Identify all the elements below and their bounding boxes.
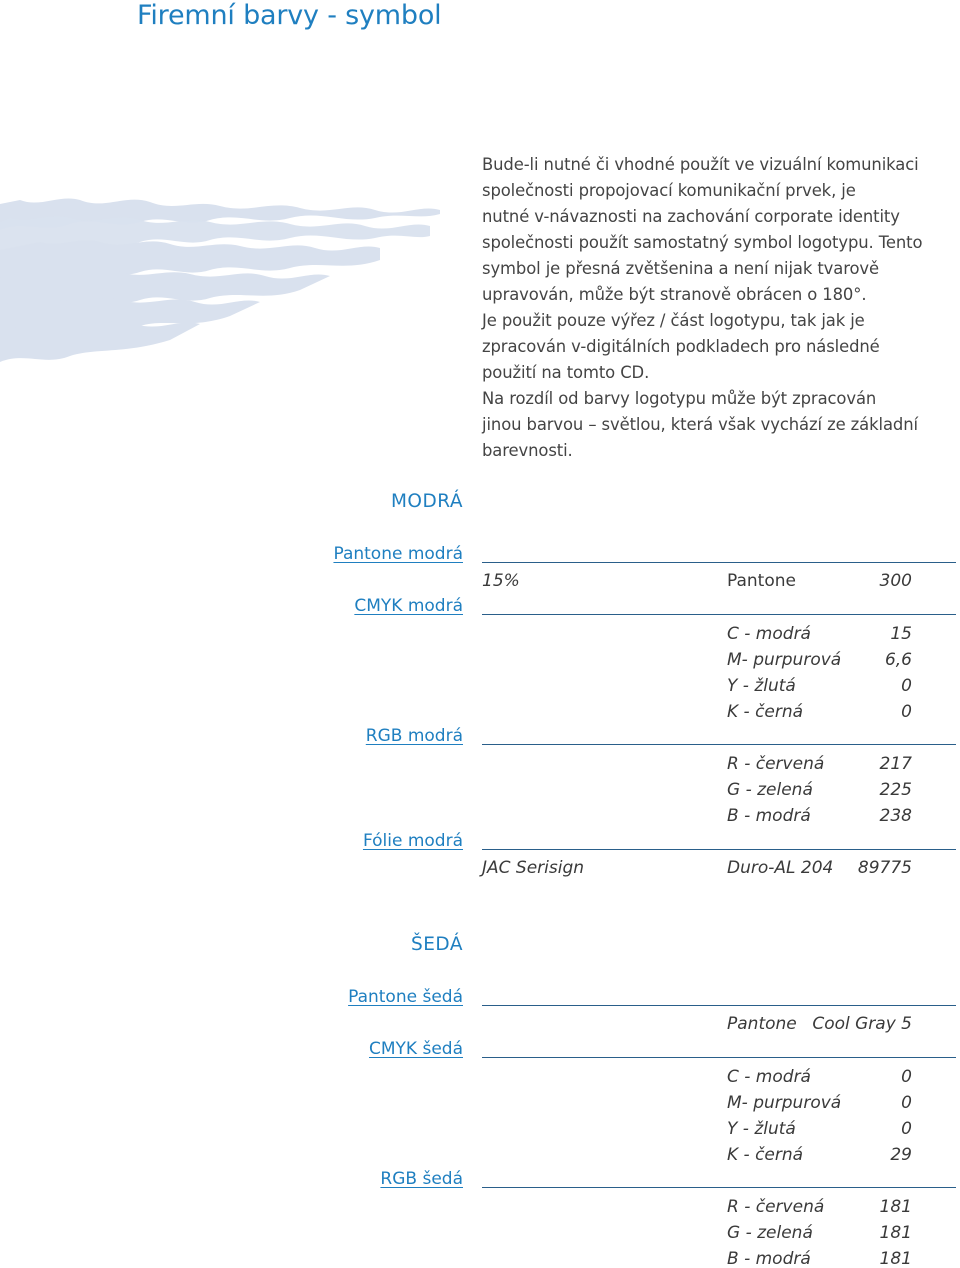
- page-title: Firemní barvy - symbol: [137, 0, 442, 31]
- gray-cmyk-y-value: 0: [901, 1119, 912, 1139]
- gray-pantone-label[interactable]: Pantone šedá: [348, 987, 463, 1007]
- blue-section-heading: MODRÁ: [390, 491, 463, 512]
- blue-pantone-name: Pantone: [727, 571, 796, 591]
- gray-cmyk-y-label: Y - žlutá: [727, 1119, 796, 1139]
- blue-rgb-b-label: B - modrá: [727, 806, 811, 826]
- divider: [482, 1187, 956, 1188]
- intro-text: [482, 152, 952, 464]
- blue-rgb-label[interactable]: RGB modrá: [365, 726, 463, 746]
- intro-line: upravován, může být stranově obrácen o 180°.: [482, 285, 867, 304]
- blue-pantone-label[interactable]: Pantone modrá: [333, 544, 463, 564]
- gray-rgb-g-label: G - zelená: [727, 1223, 813, 1243]
- blue-cmyk-label[interactable]: CMYK modrá: [354, 596, 463, 616]
- gray-rgb-label[interactable]: RGB šedá: [380, 1169, 463, 1189]
- gray-rgb-r-value: 181: [879, 1197, 912, 1217]
- gray-rgb-r-label: R - červená: [727, 1197, 825, 1217]
- blue-foil-code: 89775: [857, 858, 912, 878]
- blue-rgb-r-value: 217: [879, 754, 912, 774]
- blue-rgb-b-value: 238: [879, 806, 912, 826]
- blue-cmyk-c-label: C - modrá: [727, 624, 811, 644]
- intro-line: použití na tomto CD.: [482, 363, 650, 382]
- divider: [482, 1005, 956, 1006]
- blue-cmyk-c-value: 15: [890, 624, 912, 644]
- intro-line: symbol je přesná zvětšenina a není nijak tvarově: [482, 259, 880, 278]
- divider: [482, 744, 956, 745]
- blue-cmyk-k-value: 0: [901, 702, 912, 722]
- gray-cmyk-k-label: K - černá: [727, 1145, 804, 1165]
- intro-line: nutné v-návaznosti na zachování corporate identity: [482, 207, 900, 226]
- divider: [482, 614, 956, 615]
- blue-rgb-r-label: R - červená: [727, 754, 825, 774]
- gray-rgb-b-value: 181: [879, 1249, 912, 1268]
- intro-line: zpracován v-digitálních podkladech pro následné: [482, 337, 880, 356]
- intro-line: Na rozdíl od barvy logotypu může být zpracován: [482, 389, 877, 408]
- gray-cmyk-label[interactable]: CMYK šedá: [369, 1039, 463, 1059]
- divider: [482, 849, 956, 850]
- blue-foil-product: Duro-AL 204: [727, 858, 834, 878]
- gray-cmyk-c-value: 0: [901, 1067, 912, 1087]
- blue-cmyk-k-label: K - černá: [727, 702, 804, 722]
- gray-cmyk-k-value: 29: [890, 1145, 912, 1165]
- intro-line: společnosti použít samostatný symbol logotypu. Tento: [482, 233, 923, 252]
- intro-line: jinou barvou – světlou, která však vychází ze základní: [482, 415, 918, 434]
- blue-pantone-percent: 15%: [482, 571, 520, 591]
- blue-rgb-g-label: G - zelená: [727, 780, 813, 800]
- gray-cmyk-m-value: 0: [901, 1093, 912, 1113]
- intro-line: barevnosti.: [482, 441, 573, 460]
- gray-section-heading: ŠEDÁ: [410, 934, 463, 955]
- gray-pantone-name: Pantone: [727, 1014, 797, 1034]
- blue-cmyk-m-value: 6,6: [884, 650, 912, 670]
- blue-rgb-g-value: 225: [879, 780, 912, 800]
- blue-foil-label[interactable]: Fólie modrá: [362, 831, 463, 851]
- blue-cmyk-m-label: M- purpurová: [727, 650, 842, 670]
- blue-cmyk-y-label: Y - žlutá: [727, 676, 796, 696]
- blue-cmyk-y-value: 0: [901, 676, 912, 696]
- gray-rgb-b-label: B - modrá: [727, 1249, 811, 1268]
- logo-symbol-fragment: [0, 190, 450, 380]
- intro-line: společnosti propojovací komunikační prvek, je: [482, 181, 856, 200]
- divider: [482, 1057, 956, 1058]
- blue-pantone-code: 300: [879, 571, 912, 591]
- intro-line: Je použit pouze výřez / část logotypu, tak jak je: [482, 311, 865, 330]
- gray-rgb-g-value: 181: [879, 1223, 912, 1243]
- intro-line: Bude-li nutné či vhodné použít ve vizuální komunikaci: [482, 155, 919, 174]
- blue-foil-maker: JAC Serisign: [482, 858, 585, 878]
- gray-cmyk-m-label: M- purpurová: [727, 1093, 842, 1113]
- divider: [482, 562, 956, 563]
- gray-pantone-code: Cool Gray 5: [812, 1014, 912, 1034]
- gray-cmyk-c-label: C - modrá: [727, 1067, 811, 1087]
